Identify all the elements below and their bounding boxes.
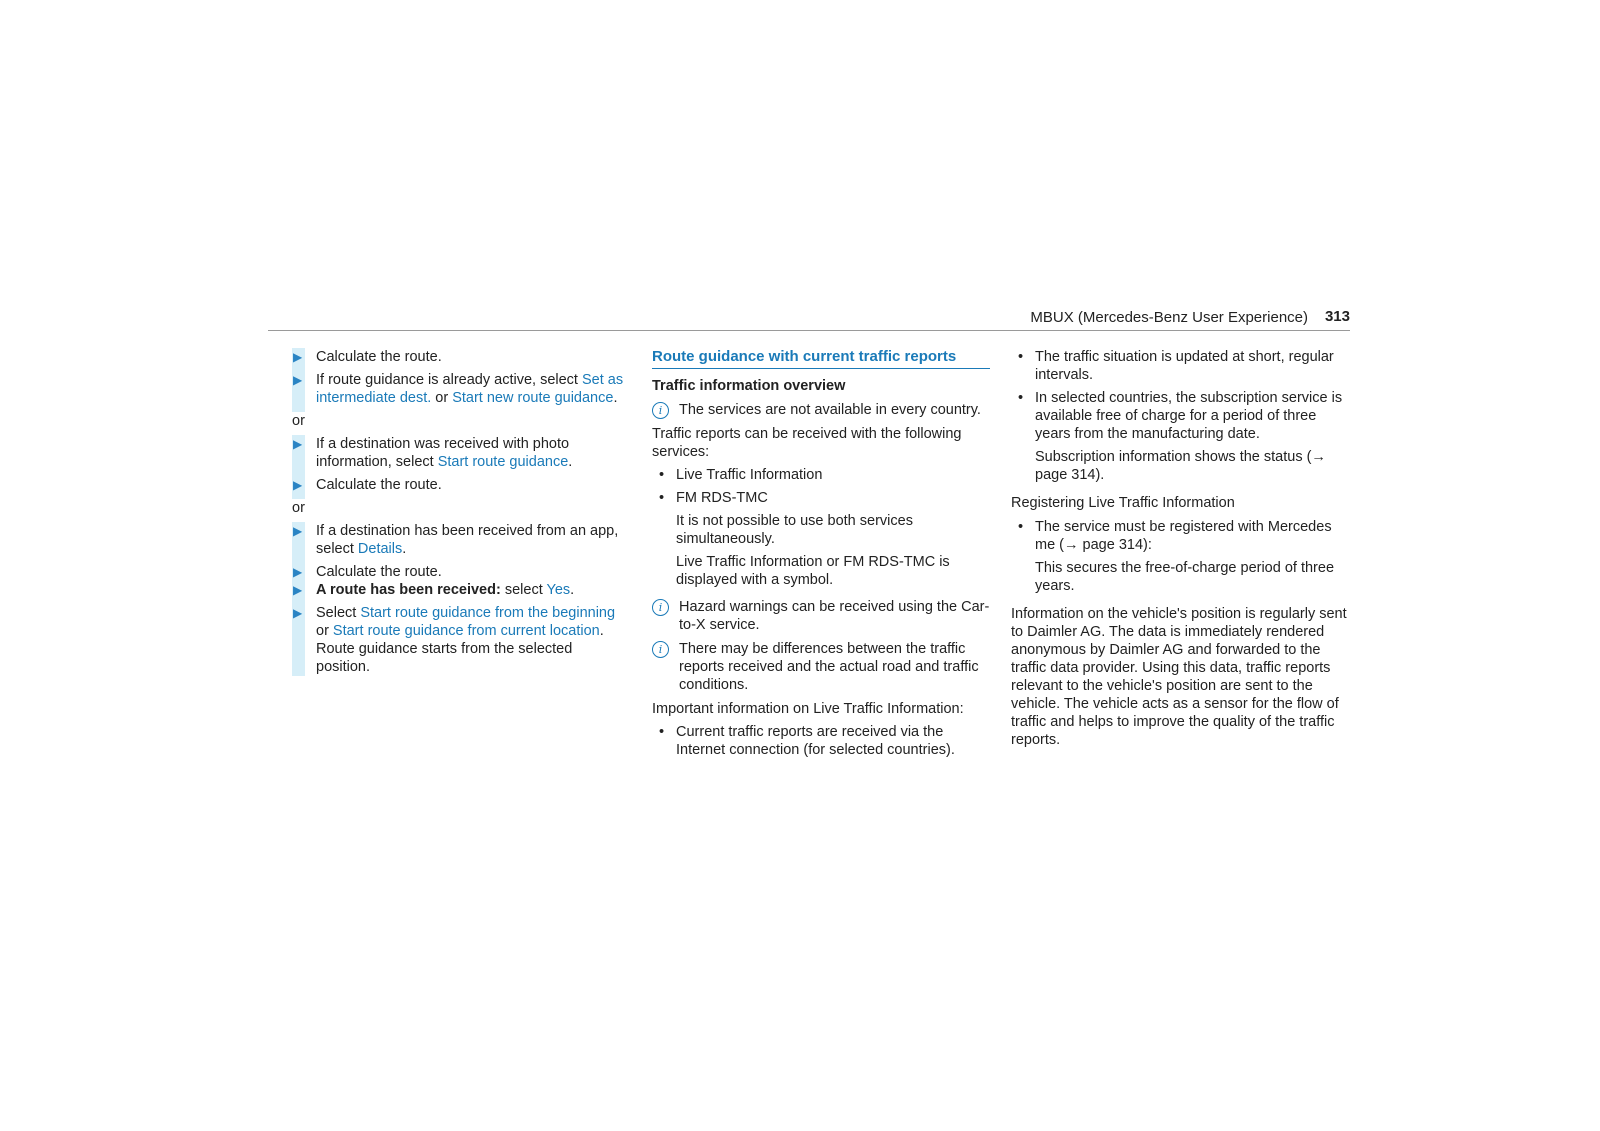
page-number: 313 bbox=[1324, 308, 1350, 325]
step-text: or bbox=[316, 623, 333, 639]
indented-note: This secures the free-of-charge period of three years. bbox=[1035, 560, 1335, 594]
step-text: . bbox=[570, 582, 575, 598]
info-icon: i bbox=[652, 402, 669, 419]
paragraph: Important information on Live Traffic Information: bbox=[652, 701, 964, 717]
step-text: . bbox=[599, 623, 604, 639]
list-item: • In selected countries, the subscription service is available free of charge for a period of three years from the manufacturing date. bbox=[1011, 389, 1351, 443]
section-heading: Route guidance with current traffic reports bbox=[652, 348, 990, 369]
step-text: If route guidance is already active, select bbox=[316, 372, 582, 388]
list-item: • FM RDS-TMC bbox=[652, 489, 990, 507]
start-route-guidance-link[interactable]: Start route guidance bbox=[437, 454, 569, 470]
instruction-step bbox=[292, 522, 627, 558]
list-item: • Current traffic reports are received via the Internet connection (for selected countries). bbox=[652, 723, 990, 759]
or-separator: or bbox=[292, 500, 305, 516]
info-text: There may be differences between the traffic reports received and the actual road and traffic conditions. bbox=[679, 641, 979, 693]
step-text: . bbox=[568, 454, 573, 470]
instruction-step bbox=[292, 476, 627, 494]
instruction-step bbox=[292, 563, 627, 581]
paragraph: Information on the vehicle's position is regularly sent to Daimler AG. The data is immediately rendered anonymous by Daimler AG and forwarded to the traffic data provider. Using this data, traffic reports relevant to the vehicle's position are sent to the vehicle. The vehicle acts as a sensor for the flow of traffic and helps to improve the quality of the traffic reports. bbox=[1011, 606, 1347, 748]
instruction-step bbox=[292, 371, 627, 407]
step-arrow-icon: ▶ bbox=[293, 606, 303, 620]
indented-note: Subscription information shows the status (→ page 314). bbox=[1035, 449, 1326, 483]
start-new-route-guidance-link[interactable]: Start new route guidance bbox=[452, 390, 614, 406]
header-title: MBUX (Mercedes-Benz User Experience) bbox=[1030, 309, 1308, 326]
step-result-text: Route guidance starts from the selected position. bbox=[316, 641, 573, 675]
yes-link[interactable]: Yes bbox=[546, 582, 571, 598]
step-arrow-icon: ▶ bbox=[293, 565, 303, 579]
list-item: • Live Traffic Information bbox=[652, 466, 990, 484]
start-route-guidance-from-current-location-link[interactable]: Start route guidance from current location bbox=[332, 623, 600, 639]
indented-note: It is not possible to use both services simultaneously. bbox=[676, 513, 913, 547]
paragraph: Registering Live Traffic Information bbox=[1011, 495, 1235, 511]
page-header bbox=[268, 308, 1350, 331]
step-text: . bbox=[402, 541, 407, 557]
column-middle bbox=[652, 348, 990, 764]
or-separator: or bbox=[292, 413, 305, 429]
step-text: . bbox=[613, 390, 618, 406]
column-right bbox=[1011, 348, 1351, 754]
info-note bbox=[652, 640, 990, 694]
step-arrow-icon: ▶ bbox=[293, 350, 303, 364]
step-arrow-icon: ▶ bbox=[293, 583, 303, 597]
instruction-step bbox=[292, 581, 627, 599]
step-text: Select bbox=[316, 605, 361, 621]
set-intermediate-dest-link[interactable]: Set as intermediate dest. bbox=[316, 372, 624, 406]
info-text: Hazard warnings can be received using the Car-to-X service. bbox=[679, 599, 990, 633]
step-text: Calculate the route. bbox=[316, 564, 442, 580]
step-text: If a destination has been received from an app, select bbox=[316, 523, 619, 557]
subheading: Traffic information overview bbox=[652, 378, 846, 394]
info-icon: i bbox=[652, 641, 669, 658]
step-text: Calculate the route. bbox=[316, 349, 442, 365]
step-text: select bbox=[500, 582, 547, 598]
start-route-guidance-from-beginning-link[interactable]: Start route guidance from the beginning bbox=[360, 605, 616, 621]
step-bold-text: A route has been received: bbox=[316, 582, 501, 598]
instruction-step bbox=[292, 435, 627, 471]
step-text: Calculate the route. bbox=[316, 477, 442, 493]
list-item: • The service must be registered with Mercedes me (→ page 314): bbox=[1011, 518, 1351, 554]
step-text: If a destination was received with photo information, select bbox=[316, 436, 570, 470]
step-arrow-icon: ▶ bbox=[293, 437, 303, 451]
step-arrow-icon: ▶ bbox=[293, 524, 303, 538]
step-arrow-icon: ▶ bbox=[293, 478, 303, 492]
info-text: The services are not available in every country. bbox=[679, 402, 981, 418]
details-link[interactable]: Details bbox=[357, 541, 403, 557]
list-item: • The traffic situation is updated at short, regular intervals. bbox=[1011, 348, 1351, 384]
column-left bbox=[292, 348, 627, 681]
paragraph: Traffic reports can be received with the following services: bbox=[652, 426, 962, 460]
instruction-step bbox=[292, 604, 627, 676]
info-note bbox=[652, 598, 990, 634]
instruction-step bbox=[292, 348, 627, 366]
info-note bbox=[652, 401, 990, 419]
step-text: or bbox=[431, 390, 453, 406]
indented-note: Live Traffic Information or FM RDS-TMC is displayed with a symbol. bbox=[676, 554, 950, 588]
step-arrow-icon: ▶ bbox=[293, 373, 303, 387]
info-icon: i bbox=[652, 599, 669, 616]
